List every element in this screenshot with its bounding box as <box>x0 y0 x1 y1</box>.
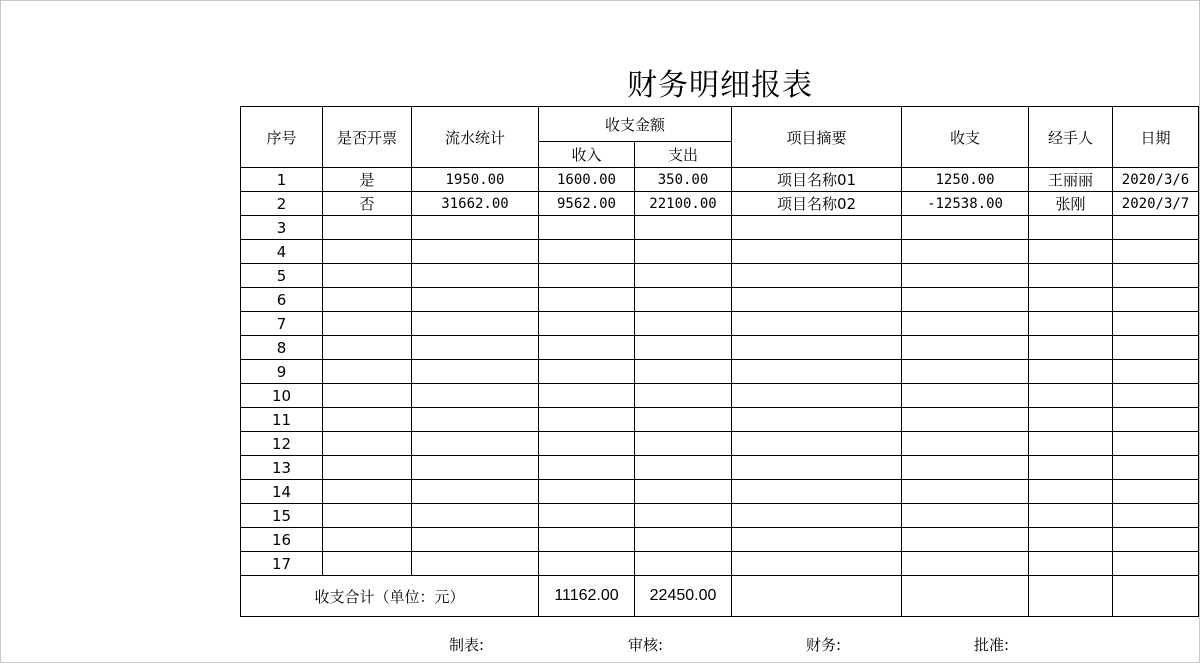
cell-expense <box>635 240 732 264</box>
table-row <box>241 168 1199 192</box>
total-row <box>241 576 1199 617</box>
cell-expense <box>635 336 732 360</box>
header-date: 日期 <box>1113 107 1199 168</box>
cell-balance: 1250.00 <box>902 168 1029 192</box>
cell-date <box>1113 240 1199 264</box>
cell-invoiced <box>323 360 412 384</box>
cell-date <box>1113 504 1199 528</box>
table-row <box>241 552 1199 576</box>
table-row <box>241 216 1199 240</box>
total-expense: 22450.00 <box>635 576 732 617</box>
table-row <box>241 336 1199 360</box>
cell-expense <box>635 504 732 528</box>
cell-balance <box>902 336 1029 360</box>
cell-date <box>1113 528 1199 552</box>
cell-balance <box>902 288 1029 312</box>
cell-date <box>1113 264 1199 288</box>
cell-summary <box>732 240 902 264</box>
total-summary-cell <box>732 576 902 617</box>
footer-finance: 财务: <box>806 636 842 654</box>
cell-expense <box>635 408 732 432</box>
cell-income: 9562.00 <box>539 192 635 216</box>
cell-date: 2020/3/7 <box>1113 192 1199 216</box>
cell-balance <box>902 552 1029 576</box>
cell-balance <box>902 360 1029 384</box>
footer-prepared: 制表: <box>449 636 485 654</box>
cell-income <box>539 480 635 504</box>
cell-flow <box>412 216 539 240</box>
cell-date <box>1113 408 1199 432</box>
cell-flow <box>412 264 539 288</box>
cell-flow <box>412 480 539 504</box>
cell-handler <box>1029 504 1113 528</box>
table-row <box>241 384 1199 408</box>
cell-expense <box>635 456 732 480</box>
cell-invoiced <box>323 216 412 240</box>
cell-seq: 17 <box>241 552 323 576</box>
cell-balance <box>902 504 1029 528</box>
cell-seq: 14 <box>241 480 323 504</box>
cell-summary <box>732 264 902 288</box>
cell-summary <box>732 312 902 336</box>
cell-handler <box>1029 480 1113 504</box>
cell-handler <box>1029 312 1113 336</box>
cell-invoiced <box>323 240 412 264</box>
header-flow: 流水统计 <box>412 107 539 168</box>
cell-seq: 5 <box>241 264 323 288</box>
cell-flow <box>412 360 539 384</box>
cell-income <box>539 456 635 480</box>
cell-income <box>539 288 635 312</box>
header-amount-group: 收支金额 <box>539 107 732 142</box>
cell-handler <box>1029 432 1113 456</box>
cell-balance <box>902 240 1029 264</box>
table-row <box>241 432 1199 456</box>
header-seq: 序号 <box>241 107 323 168</box>
cell-flow <box>412 384 539 408</box>
cell-seq: 4 <box>241 240 323 264</box>
cell-handler <box>1029 456 1113 480</box>
cell-seq: 7 <box>241 312 323 336</box>
cell-invoiced <box>323 336 412 360</box>
cell-date <box>1113 456 1199 480</box>
cell-balance <box>902 432 1029 456</box>
total-date-cell <box>1113 576 1199 617</box>
cell-handler <box>1029 288 1113 312</box>
table-row <box>241 528 1199 552</box>
cell-flow <box>412 456 539 480</box>
header-handler: 经手人 <box>1029 107 1113 168</box>
cell-date: 2020/3/6 <box>1113 168 1199 192</box>
cell-invoiced <box>323 408 412 432</box>
cell-invoiced <box>323 264 412 288</box>
table-row <box>241 288 1199 312</box>
cell-summary: 项目名称02 <box>732 192 902 216</box>
table-row <box>241 480 1199 504</box>
cell-invoiced <box>323 504 412 528</box>
cell-date <box>1113 216 1199 240</box>
cell-handler <box>1029 552 1113 576</box>
cell-balance <box>902 480 1029 504</box>
cell-seq: 13 <box>241 456 323 480</box>
cell-income <box>539 408 635 432</box>
cell-seq: 2 <box>241 192 323 216</box>
cell-expense: 350.00 <box>635 168 732 192</box>
cell-income <box>539 384 635 408</box>
cell-summary <box>732 432 902 456</box>
cell-seq: 12 <box>241 432 323 456</box>
cell-expense <box>635 216 732 240</box>
cell-date <box>1113 360 1199 384</box>
table-row <box>241 408 1199 432</box>
table-row <box>241 240 1199 264</box>
cell-date <box>1113 312 1199 336</box>
cell-expense <box>635 288 732 312</box>
cell-flow <box>412 432 539 456</box>
cell-summary <box>732 360 902 384</box>
cell-date <box>1113 384 1199 408</box>
cell-income <box>539 312 635 336</box>
cell-expense <box>635 528 732 552</box>
cell-balance <box>902 216 1029 240</box>
header-summary: 项目摘要 <box>732 107 902 168</box>
header-balance: 收支 <box>902 107 1029 168</box>
cell-income <box>539 360 635 384</box>
cell-income <box>539 336 635 360</box>
cell-date <box>1113 432 1199 456</box>
cell-flow <box>412 504 539 528</box>
table-row <box>241 264 1199 288</box>
cell-flow: 31662.00 <box>412 192 539 216</box>
cell-invoiced <box>323 312 412 336</box>
cell-invoiced <box>323 384 412 408</box>
cell-flow <box>412 552 539 576</box>
cell-date <box>1113 336 1199 360</box>
report-table <box>240 106 1199 617</box>
cell-seq: 16 <box>241 528 323 552</box>
cell-flow <box>412 408 539 432</box>
table-row <box>241 360 1199 384</box>
cell-income <box>539 264 635 288</box>
footer-approved: 批准: <box>974 636 1010 654</box>
header-expense: 支出 <box>635 142 732 168</box>
cell-flow: 1950.00 <box>412 168 539 192</box>
table-row <box>241 456 1199 480</box>
cell-flow <box>412 312 539 336</box>
cell-flow <box>412 288 539 312</box>
footer-audited: 审核: <box>628 636 664 654</box>
cell-date <box>1113 552 1199 576</box>
cell-seq: 9 <box>241 360 323 384</box>
cell-handler <box>1029 216 1113 240</box>
cell-handler <box>1029 384 1113 408</box>
cell-balance: -12538.00 <box>902 192 1029 216</box>
cell-summary <box>732 408 902 432</box>
cell-balance <box>902 408 1029 432</box>
cell-summary <box>732 528 902 552</box>
cell-seq: 1 <box>241 168 323 192</box>
cell-expense <box>635 264 732 288</box>
cell-invoiced <box>323 288 412 312</box>
cell-income <box>539 552 635 576</box>
cell-expense: 22100.00 <box>635 192 732 216</box>
cell-date <box>1113 480 1199 504</box>
table-row <box>241 504 1199 528</box>
cell-income <box>539 504 635 528</box>
table-row <box>241 312 1199 336</box>
cell-balance <box>902 384 1029 408</box>
cell-income <box>539 216 635 240</box>
cell-handler: 王丽丽 <box>1029 168 1113 192</box>
cell-income <box>539 432 635 456</box>
cell-invoiced <box>323 456 412 480</box>
cell-flow <box>412 240 539 264</box>
cell-balance <box>902 456 1029 480</box>
total-income: 11162.00 <box>539 576 635 617</box>
cell-handler <box>1029 408 1113 432</box>
cell-summary <box>732 216 902 240</box>
header-income: 收入 <box>539 142 635 168</box>
cell-summary <box>732 552 902 576</box>
total-handler-cell <box>1029 576 1113 617</box>
cell-summary <box>732 504 902 528</box>
cell-handler <box>1029 264 1113 288</box>
cell-summary: 项目名称01 <box>732 168 902 192</box>
cell-seq: 6 <box>241 288 323 312</box>
cell-flow <box>412 528 539 552</box>
table-row <box>241 192 1199 216</box>
cell-summary <box>732 384 902 408</box>
cell-date <box>1113 288 1199 312</box>
cell-invoiced <box>323 480 412 504</box>
cell-balance <box>902 528 1029 552</box>
cell-invoiced <box>323 528 412 552</box>
total-label: 收支合计（单位：元） <box>241 576 539 617</box>
cell-expense <box>635 312 732 336</box>
cell-handler <box>1029 360 1113 384</box>
cell-balance <box>902 264 1029 288</box>
cell-seq: 8 <box>241 336 323 360</box>
cell-expense <box>635 360 732 384</box>
report-title: 财务明细报表 <box>627 68 813 103</box>
cell-handler <box>1029 528 1113 552</box>
header-invoiced: 是否开票 <box>323 107 412 168</box>
cell-summary <box>732 288 902 312</box>
cell-seq: 15 <box>241 504 323 528</box>
cell-expense <box>635 480 732 504</box>
cell-expense <box>635 552 732 576</box>
cell-flow <box>412 336 539 360</box>
cell-handler: 张刚 <box>1029 192 1113 216</box>
cell-invoiced <box>323 552 412 576</box>
cell-invoiced: 否 <box>323 192 412 216</box>
cell-income: 1600.00 <box>539 168 635 192</box>
cell-seq: 3 <box>241 216 323 240</box>
cell-income <box>539 240 635 264</box>
cell-expense <box>635 384 732 408</box>
cell-invoiced <box>323 432 412 456</box>
cell-balance <box>902 312 1029 336</box>
cell-handler <box>1029 240 1113 264</box>
cell-summary <box>732 336 902 360</box>
cell-summary <box>732 480 902 504</box>
total-balance-cell <box>902 576 1029 617</box>
cell-invoiced: 是 <box>323 168 412 192</box>
cell-income <box>539 528 635 552</box>
cell-expense <box>635 432 732 456</box>
cell-seq: 10 <box>241 384 323 408</box>
cell-summary <box>732 456 902 480</box>
cell-handler <box>1029 336 1113 360</box>
cell-seq: 11 <box>241 408 323 432</box>
